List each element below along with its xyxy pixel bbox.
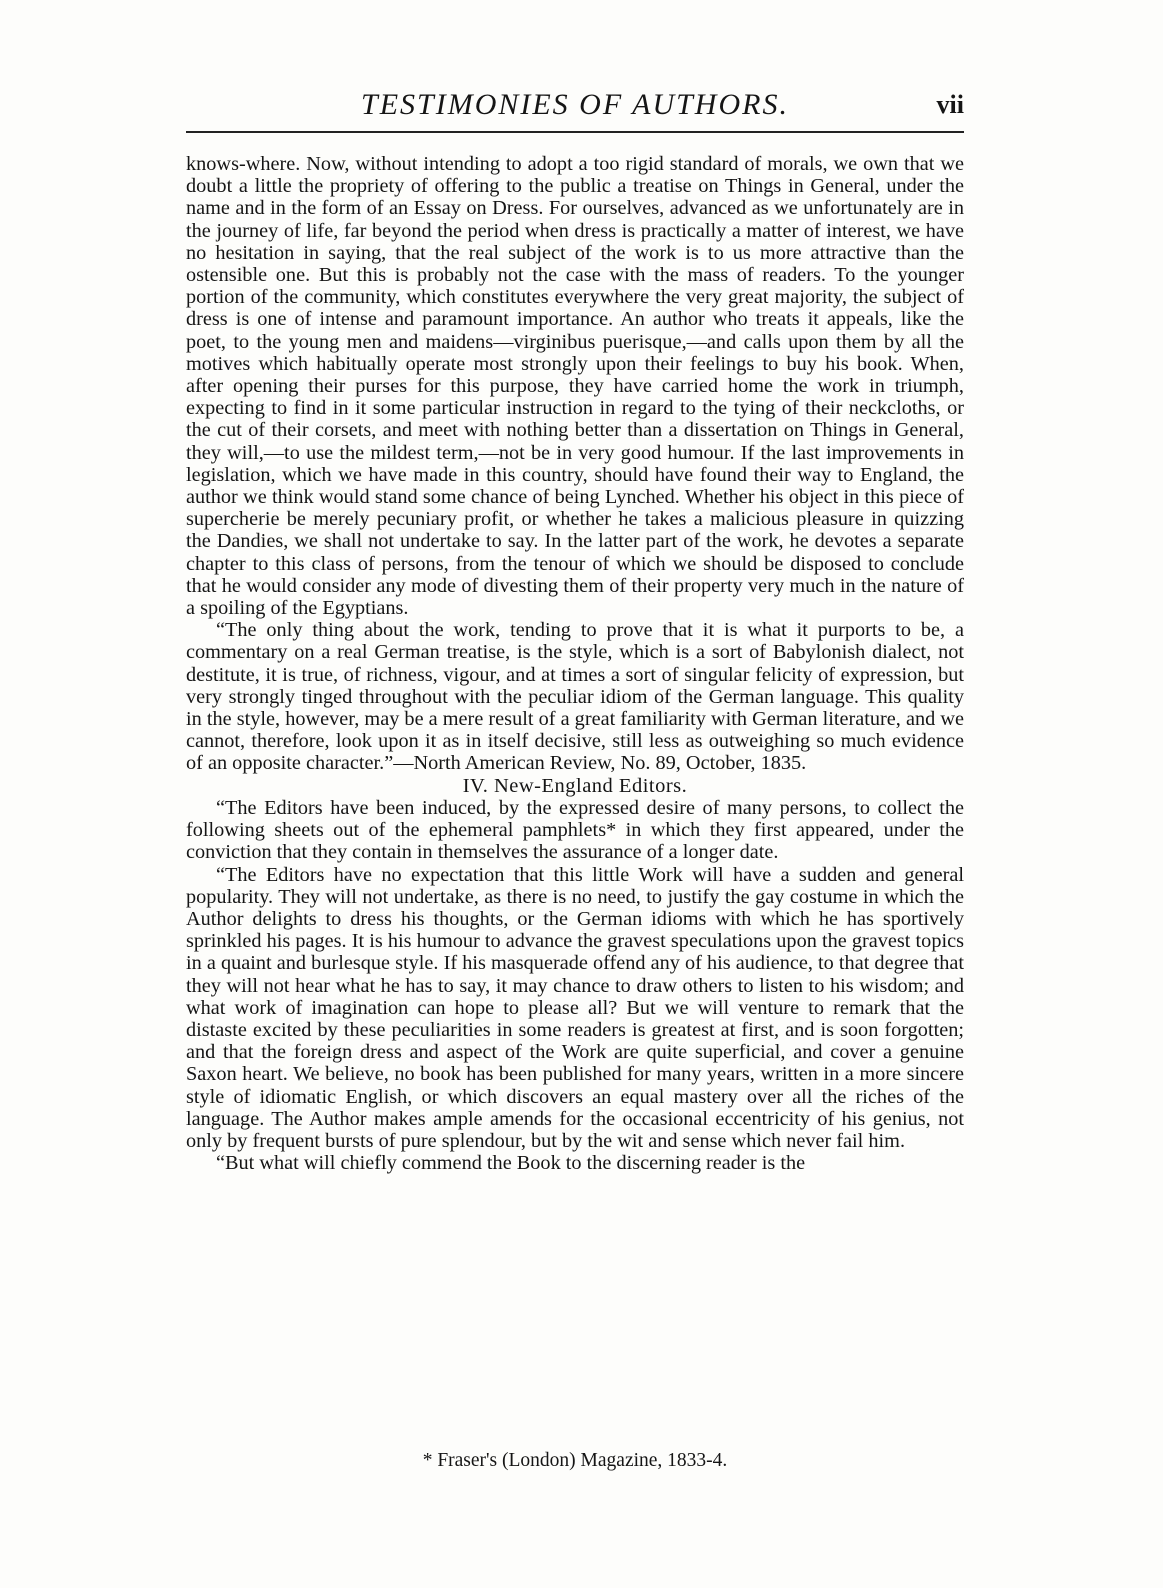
paragraph-2: “The only thing about the work, tending to prove that it is what it purports to be, a commentary on a real German treatise, is the style, which is a sort of Babylonish dialect, not destitute, it is true, of richness, vigour, and at times a sort of singular felicity of expression, but very strongly tinged throughout with the peculiar idiom of the German language. This quality in the style, however, may be a mere result of a great familiarity with German literature, and we cannot, therefore, look upon it as in itself decisive, still less as outweighing so much evidence of an opposite character.”—North American Review, No. 89, October, 1835. — [186, 619, 964, 775]
paragraph-5: “But what will chiefly commend the Book to the discerning reader is the — [216, 1152, 806, 1175]
paragraph-4: “The Editors have no expectation that this little Work will have a sudden and general popularity. They will not undertake, as there is no need, to justify the gay costume in which the Author delights to dress his thoughts, or the German idioms with which he has sportively sprinkled his pages. It is his humour to advance the gravest speculations upon the gravest topics in a quaint and burlesque style. If his masquerade offend any of his audience, to that degree that they will not hear what he has to say, it may chance to draw others to listen to his wisdom; and what work of imagination can hope to please all? But we will venture to remark that the distaste excited by these peculiarities in some readers is greatest at first, and is soon forgotten; and that the foreign dress and aspect of the Work are quite superficial, and cover a genuine Saxon heart. We believe, no book has been published for many years, written in a more sincere style of idiomatic English, or which discovers an equal mastery over all the riches of the language. The Author makes ample amends for the occasional eccentricity of his genius, not only by frequent bursts of pure splendour, but by the wit and sense which never fail him. — [186, 863, 964, 1152]
paragraph-3: “The Editors have been induced, by the expressed desire of many persons, to collect the following sheets out of the ephemeral pamphlets* in which they first appeared, under the conviction that they contain in themselves the assurance of a longer date. — [186, 796, 964, 864]
paragraph-1: knows-where. Now, without intending to adopt a too rigid standard of morals, we own that we doubt a little the propriety of offering to the public a treatise on Things in General, under the name and in the form of an Essay on Dress. For ourselves, advanced as we unfortunately are in the journey of life, far beyond the period when dress is practically a matter of interest, we have no hesitation in saying, that the real subject of the work is to us more attractive than the ostensible one. But this is probably not the case with the mass of readers. To the younger portion of the community, which constitutes everywhere the very great majority, the subject of dress is one of intense and paramount importance. An author who treats it appeals, like the poet, to the young men and maidens—virginibus puerisque,—and calls upon them by all the motives which habitually operate most strongly upon their feelings to buy his book. When, after opening their purses for this purpose, they have carried home the work in triumph, expecting to find in it some particular instruction in regard to the tying of their neckcloths, or the cut of their corsets, and meet with nothing better than a dissertation on Things in General, they will,—to use the mildest term,—not be in very good humour. If the last improvements in legislation, which we have made in this country, should have found their way to England, the author we think would stand some chance of being Lynched. Whether his object in this piece of supercherie be merely pecuniary profit, or whether he takes a malicious pleasure in quizzing the Dandies, we shall not undertake to say. In the latter part of the work, he devotes a separate chapter to this class of persons, from the tenour of which we should be disposed to conclude that he would consider any mode of divesting them of their property very much in the nature of a spoiling of the Egyptians. — [186, 153, 964, 620]
page-number: vii — [936, 90, 964, 119]
header-rule — [186, 131, 964, 133]
running-title: TESTIMONIES OF AUTHORS. — [361, 88, 789, 121]
body-text — [186, 153, 964, 1174]
page-header — [186, 88, 964, 128]
footnote: * Fraser's (London) Magazine, 1833-4. — [422, 1450, 728, 1471]
section-heading: IV. New-England Editors. — [462, 774, 688, 797]
